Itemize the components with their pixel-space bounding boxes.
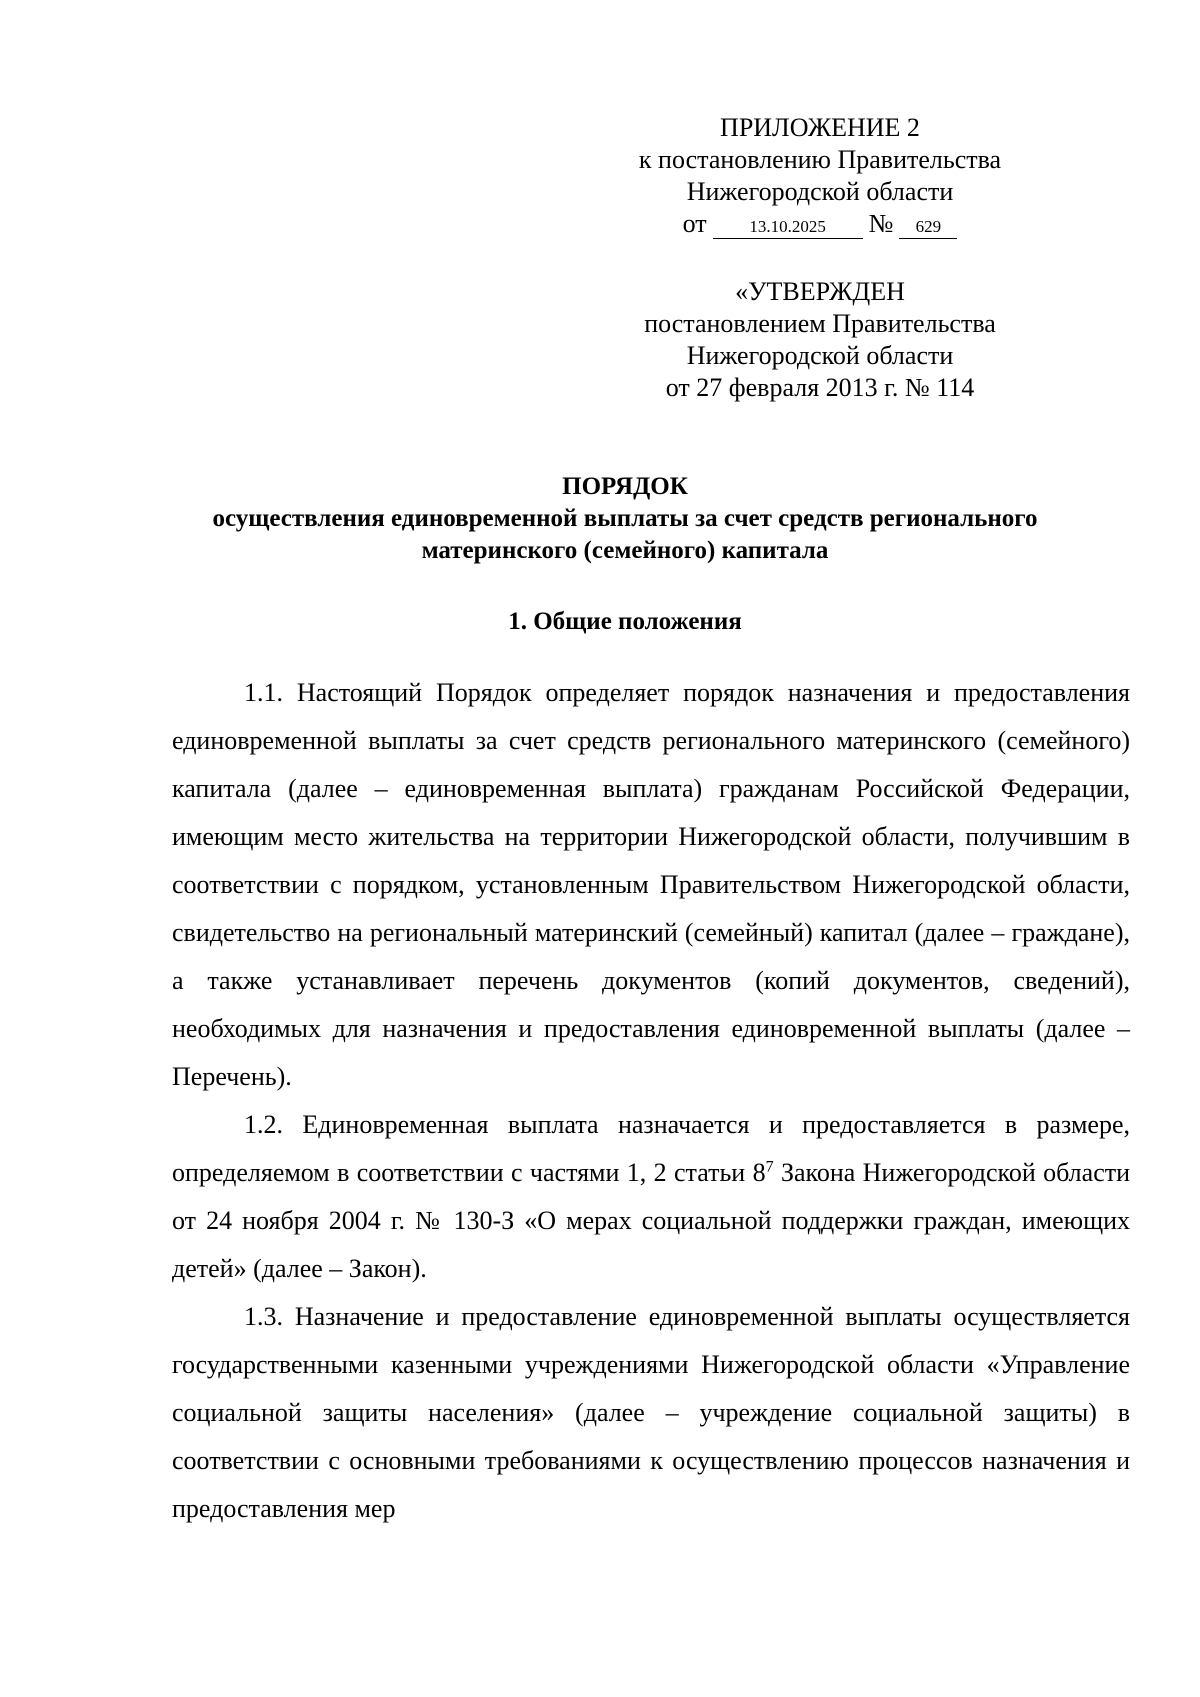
section-heading: 1. Общие положения: [508, 608, 742, 635]
appendix-region-line: Нижегородской области: [686, 177, 954, 206]
title-main: ПОРЯДОК: [562, 473, 688, 500]
paragraph-text: Настоящий Порядок определяет порядок назначения и предоставления единовременной выплаты за счет средств регионального материнского (семейного) капитала (далее – единовременная выплата) гражданам Российской Федерации, имеющим место жительства на территории Нижегородской области, получившим в соответствии с порядком, установленным Правительством Нижегородской области, свидетельство на региональный материнский (семейный) капитал (далее – граждане), а также устанавливает перечень документов (копий документов, сведений), необходимых для назначения и предоставления единовременной выплаты (далее – Перечень).: [172, 678, 1131, 1091]
superscript: 7: [765, 1158, 774, 1176]
appendix-date-field: 13.10.2025: [713, 216, 863, 239]
paragraph-1-3: [172, 1293, 1130, 1533]
approved-label: «УТВЕРЖДЕН: [735, 277, 905, 306]
paragraph-text-continued: Закона Нижегородской области от 24 ноября 2004 г. № 130-З «О мерах социальной поддержки граждан, имеющих детей» (далее – Закон).: [172, 1158, 1131, 1283]
paragraph-number: 1.2.: [244, 1110, 283, 1139]
appendix-number-sign: №: [868, 209, 894, 238]
approved-by-line: постановлением Правительства: [644, 309, 996, 338]
paragraph-number: 1.1.: [244, 678, 283, 707]
approved-block: [600, 276, 1040, 404]
appendix-label: ПРИЛОЖЕНИЕ 2: [720, 113, 920, 142]
title-subtitle-line1: осуществления единовременной выплаты за счет средств регионального: [212, 505, 1038, 532]
document-title: [160, 471, 1090, 567]
title-subtitle-line2: материнского (семейного) капитала: [421, 537, 829, 564]
appendix-date-line: [600, 208, 1040, 240]
appendix-from-prefix: от: [682, 209, 707, 238]
appendix-to-line: к постановлению Правительства: [638, 145, 1002, 174]
appendix-number-field: 629: [899, 216, 957, 239]
document-body: [172, 669, 1130, 1533]
approved-region-line: Нижегородской области: [686, 341, 954, 370]
paragraph-1-1: [172, 669, 1130, 1101]
paragraph-1-2: [172, 1101, 1130, 1293]
paragraph-text: Назначение и предоставление единовременной выплаты осуществляется государственными казенными учреждениями Нижегородской области «Управление социальной защиты населения» (далее – учреждение социальной защиты) в соответствии с основными требованиями к осуществлению процессов назначения и предоставления мер: [172, 1302, 1131, 1523]
paragraph-number: 1.3.: [244, 1302, 283, 1331]
approved-date-line: от 27 февраля 2013 г. № 114: [665, 373, 975, 402]
appendix-header: [600, 112, 1040, 240]
paragraph-text: Единовременная выплата назначается и предоставляется в размере, определяемом в соответствии с частями 1, 2 статьи 8: [172, 1110, 1130, 1187]
